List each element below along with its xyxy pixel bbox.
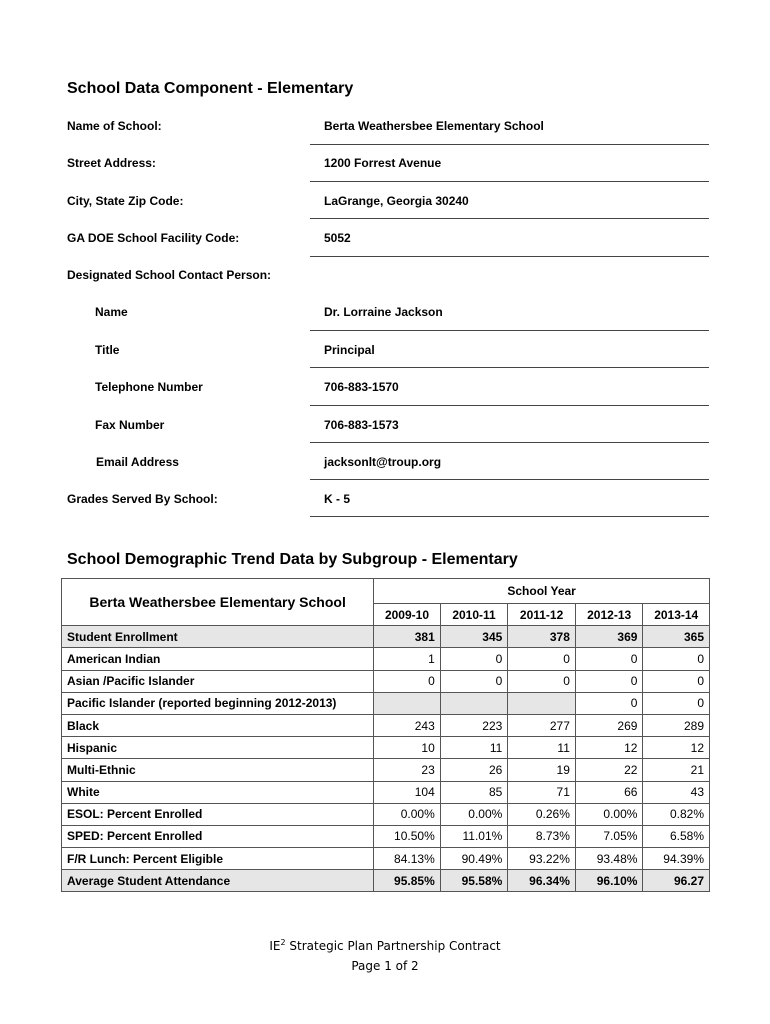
divider-line — [310, 181, 709, 182]
cell: 0 — [374, 670, 441, 692]
footer-superscript: 2 — [280, 938, 286, 947]
cell: 0.82% — [643, 803, 710, 825]
cell: 66 — [575, 781, 643, 803]
cell: 0 — [508, 648, 576, 670]
cell: 0.00% — [440, 803, 508, 825]
info-row-contact-name — [0, 305, 770, 341]
info-value: jacksonlt@troup.org — [324, 455, 442, 469]
table-year-header: School Year — [374, 579, 710, 604]
row-label: F/R Lunch: Percent Eligible — [62, 848, 374, 870]
cell: 0 — [643, 670, 710, 692]
section-title-demographics: School Demographic Trend Data by Subgroup - Elementary — [67, 551, 518, 568]
cell: 71 — [508, 781, 576, 803]
cell: 365 — [643, 626, 710, 648]
divider-line — [310, 479, 709, 480]
row-label: Asian /Pacific Islander — [62, 670, 374, 692]
year-col-header: 2009-10 — [374, 604, 441, 626]
info-row-fax — [0, 418, 770, 454]
info-value: 5052 — [324, 231, 351, 245]
info-row-street-address — [0, 156, 770, 192]
cell: 289 — [643, 714, 710, 736]
divider-line — [310, 330, 709, 331]
info-label: GA DOE School Facility Code: — [67, 231, 240, 245]
divider-line — [310, 144, 709, 145]
cell: 11 — [440, 737, 508, 759]
cell: 1 — [374, 648, 441, 670]
cell: 381 — [374, 626, 441, 648]
cell: 345 — [440, 626, 508, 648]
year-col-header: 2010-11 — [440, 604, 508, 626]
info-label: Grades Served By School: — [67, 492, 218, 506]
info-value: Berta Weathersbee Elementary School — [324, 119, 544, 133]
footer-line-1 — [0, 938, 770, 953]
year-col-header: 2012-13 — [575, 604, 643, 626]
table-row — [62, 848, 710, 870]
info-label: Street Address: — [67, 156, 156, 170]
cell: 22 — [575, 759, 643, 781]
section-title-school-data: School Data Component - Elementary — [67, 80, 354, 97]
cell: 104 — [374, 781, 441, 803]
cell: 93.22% — [508, 848, 576, 870]
cell: 8.73% — [508, 825, 576, 847]
cell: 84.13% — [374, 848, 441, 870]
cell — [374, 692, 441, 714]
info-row-telephone — [0, 380, 770, 416]
row-label: White — [62, 781, 374, 803]
cell: 96.34% — [508, 870, 576, 892]
cell: 378 — [508, 626, 576, 648]
cell: 6.58% — [643, 825, 710, 847]
cell: 23 — [374, 759, 441, 781]
cell: 94.39% — [643, 848, 710, 870]
info-row-contact-person — [0, 268, 770, 304]
cell: 0 — [575, 648, 643, 670]
cell: 93.48% — [575, 848, 643, 870]
cell: 10 — [374, 737, 441, 759]
row-label: Student Enrollment — [62, 626, 374, 648]
table-row — [62, 759, 710, 781]
footer-prefix: IE — [269, 939, 281, 953]
info-value: 706-883-1570 — [324, 380, 399, 394]
cell: 95.85% — [374, 870, 441, 892]
demographic-table — [61, 578, 710, 892]
table-row — [62, 692, 710, 714]
cell: 90.49% — [440, 848, 508, 870]
info-row-facility-code — [0, 231, 770, 267]
cell: 43 — [643, 781, 710, 803]
table-row — [62, 825, 710, 847]
info-row-school-name — [0, 119, 770, 155]
cell: 96.27 — [643, 870, 710, 892]
info-row-email — [0, 455, 770, 491]
divider-line — [310, 218, 709, 219]
cell — [440, 692, 508, 714]
cell: 7.05% — [575, 825, 643, 847]
info-value: Principal — [324, 343, 375, 357]
cell: 21 — [643, 759, 710, 781]
cell: 0 — [575, 692, 643, 714]
table-school-name: Berta Weathersbee Elementary School — [62, 579, 374, 626]
footer-page-number: Page 1 of 2 — [351, 959, 419, 973]
cell: 0 — [440, 648, 508, 670]
table-row — [62, 870, 710, 892]
info-value: K - 5 — [324, 492, 351, 506]
cell: 0 — [508, 670, 576, 692]
info-label: Designated School Contact Person: — [67, 268, 272, 282]
table-row — [62, 648, 710, 670]
year-col-header: 2013-14 — [643, 604, 710, 626]
cell: 11.01% — [440, 825, 508, 847]
divider-line — [310, 256, 709, 257]
cell: 269 — [575, 714, 643, 736]
row-label: American Indian — [62, 648, 374, 670]
cell: 10.50% — [374, 825, 441, 847]
info-label: Name — [95, 305, 128, 319]
row-label: Black — [62, 714, 374, 736]
info-value: Dr. Lorraine Jackson — [324, 305, 443, 319]
info-value: 1200 Forrest Avenue — [324, 156, 442, 170]
cell: 11 — [508, 737, 576, 759]
cell: 369 — [575, 626, 643, 648]
cell: 0.00% — [575, 803, 643, 825]
info-label: Fax Number — [95, 418, 165, 432]
divider-line — [310, 405, 709, 406]
cell: 243 — [374, 714, 441, 736]
info-label: Title — [95, 343, 120, 357]
info-row-grades-served — [0, 492, 770, 528]
cell: 19 — [508, 759, 576, 781]
cell: 12 — [575, 737, 643, 759]
row-label: Hispanic — [62, 737, 374, 759]
info-label: Telephone Number — [95, 380, 203, 394]
cell: 223 — [440, 714, 508, 736]
table-row — [62, 737, 710, 759]
info-row-city-state-zip — [0, 194, 770, 230]
cell: 95.58% — [440, 870, 508, 892]
table-row — [62, 803, 710, 825]
row-label: SPED: Percent Enrolled — [62, 825, 374, 847]
cell: 0 — [643, 692, 710, 714]
table-row — [62, 626, 710, 648]
table-row — [62, 781, 710, 803]
table-row — [62, 714, 710, 736]
row-label: Average Student Attendance — [62, 870, 374, 892]
cell: 277 — [508, 714, 576, 736]
cell: 96.10% — [575, 870, 643, 892]
cell: 12 — [643, 737, 710, 759]
year-col-header: 2011-12 — [508, 604, 576, 626]
table-row — [62, 670, 710, 692]
divider-line — [310, 516, 709, 517]
cell: 0.26% — [508, 803, 576, 825]
info-value: LaGrange, Georgia 30240 — [324, 194, 469, 208]
info-value: 706-883-1573 — [324, 418, 399, 432]
row-label: Multi-Ethnic — [62, 759, 374, 781]
divider-line — [310, 367, 709, 368]
cell: 85 — [440, 781, 508, 803]
cell: 0 — [575, 670, 643, 692]
footer-suffix: Strategic Plan Partnership Contract — [285, 939, 501, 953]
info-label: Name of School: — [67, 119, 162, 133]
cell — [508, 692, 576, 714]
cell: 0 — [440, 670, 508, 692]
cell: 0 — [643, 648, 710, 670]
divider-line — [310, 442, 709, 443]
info-label: City, State Zip Code: — [67, 194, 184, 208]
cell: 26 — [440, 759, 508, 781]
cell: 0.00% — [374, 803, 441, 825]
info-row-contact-title — [0, 343, 770, 379]
info-label: Email Address — [96, 455, 179, 469]
row-label: ESOL: Percent Enrolled — [62, 803, 374, 825]
row-label: Pacific Islander (reported beginning 2012-2013) — [62, 692, 374, 714]
